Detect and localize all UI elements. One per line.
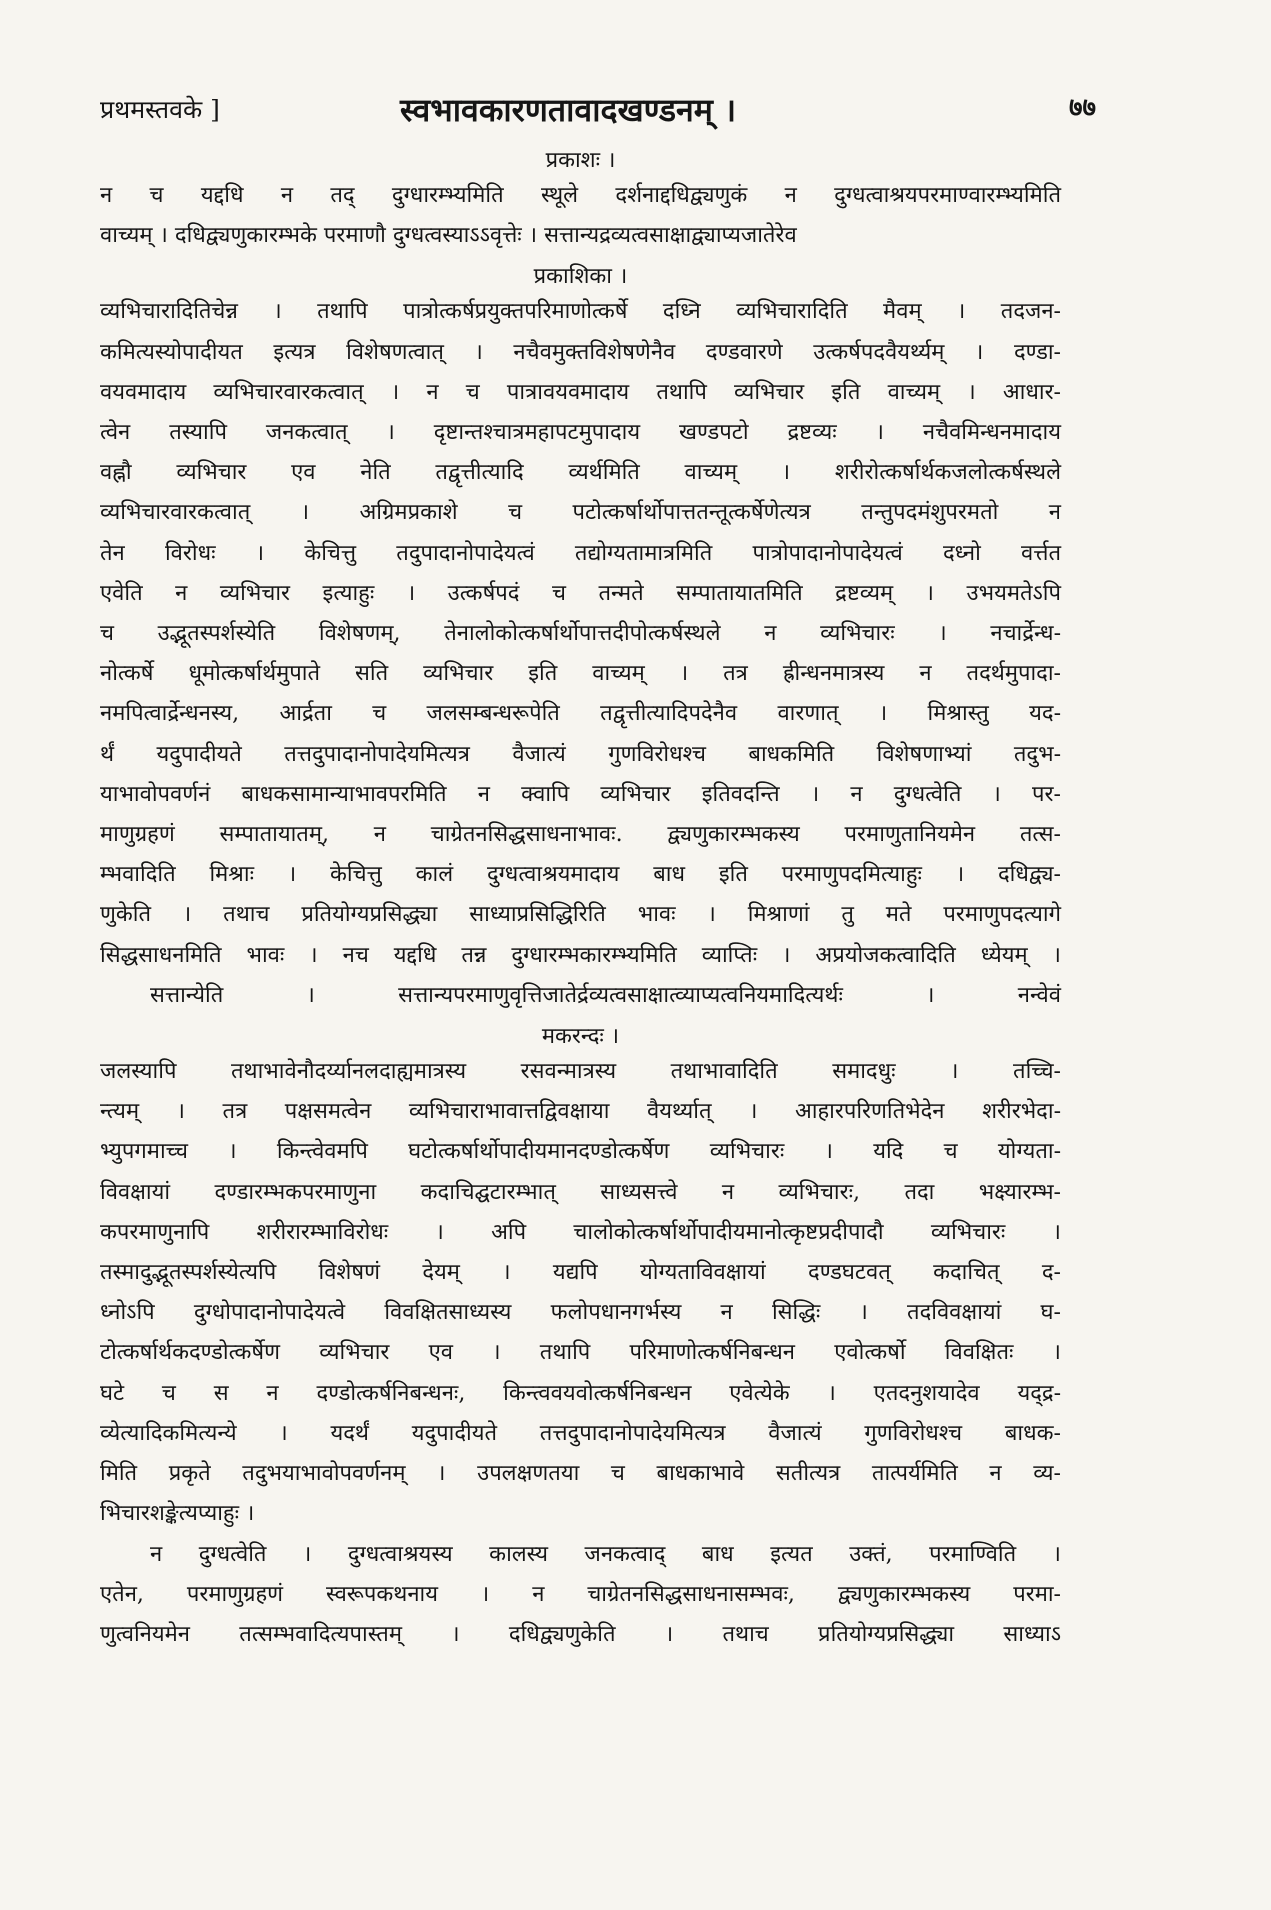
makaranda-line: भ्युपगमाच्च । किन्त्वेवमपि घटोत्कर्षार्थोपादीयमानदण्डोत्कर्षेण व्यभिचारः । यदि च योग्यता- <box>100 1139 1061 1165</box>
makaranda-line: णुत्वनियमेन तत्सम्भवादित्यपास्तम् । दधिद्व्यणुकेति । तथाच प्रतियोग्यप्रसिद्ध्या साध्याऽ <box>100 1621 1061 1647</box>
prakashika-heading: प्रकाशिका । <box>533 264 628 290</box>
chapter-label: प्रथमस्तवके ] <box>100 95 220 124</box>
prakashika-line: त्वेन तस्यापि जनकत्वात् । दृष्टान्तश्चात्रमहापटमुपादाय खण्डपटो द्रष्टव्यः । नचैवमिन्धनमादाय <box>100 420 1061 446</box>
makaranda-line: न्त्यम् । तत्र पक्षसमत्वेन व्यभिचाराभावात्तद्विवक्षाया वैयर्थ्यात् । आहारपरिणतिभेदेन शरीरभेदा- <box>100 1099 1061 1125</box>
prakashika-line: तेन विरोधः । केचित्तु तदुपादानोपादेयत्वं तद्योग्यतामात्रमिति पात्रोपादानोपादेयत्वं दध्नो वर्त्तत <box>100 540 1061 566</box>
prakashika-line: व्यभिचारवारकत्वात् । अग्रिमप्रकाशे च पटोत्कर्षार्थोपात्ततन्तूत्कर्षेणेत्यत्र तन्तुपदमंशुपरमतो न <box>100 500 1061 526</box>
makaranda-line: कपरमाणुनापि शरीरारम्भाविरोधः । अपि चालोकोत्कर्षार्थोपादीयमानोत्कृष्टप्रदीपादौ व्यभिचारः । <box>100 1219 1061 1245</box>
prakashika-line: कमित्यस्योपादीयत इत्यत्र विशेषणत्वात् । नचैवमुक्तविशेषणेनैव दण्डवारणे उत्कर्षपदवैयर्थ्यम् । दण्डा- <box>100 339 1061 365</box>
prakashika-line: सिद्धसाधनमिति भावः । नच यद्दधि तन्न दुग्धारम्भकारम्भ्यमिति व्याप्तिः । अप्रयोजकत्वादिति ध्येयम् । <box>100 942 1061 968</box>
makaranda-line: तस्मादुद्भूतस्पर्शस्येत्यपि विशेषणं देयम् । यद्यपि योग्यताविवक्षायां दण्डघटवत् कदाचित् द- <box>100 1260 1061 1286</box>
prakashika-line: र्थं यदुपादीयते तत्तदुपादानोपादेयमित्यत्र वैजात्यं गुणविरोधश्च बाधकमिति विशेषणाभ्यां तदुभ- <box>100 741 1061 767</box>
page-title: स्वभावकारणतावादखण्डनम् । <box>400 91 737 129</box>
prakashika-line: व्यभिचारादितिचेन्न । तथापि पात्रोत्कर्षप्रयुक्तपरिमाणोत्कर्षे दध्नि व्यभिचारादिति मैवम् । तदजन- <box>100 299 1061 325</box>
prakashika-line: वयवमादाय व्यभिचारवारकत्वात् । न च पात्रावयवमादाय तथापि व्यभिचार इति वाच्यम् । आधार- <box>100 379 1061 405</box>
makaranda-line: विवक्षायां दण्डारम्भकपरमाणुना कदाचिद्घटारम्भात् साध्यसत्त्वे न व्यभिचारः, तदा भक्ष्यारम्भ- <box>100 1179 1061 1205</box>
prakashika-line: म्भवादिति मिश्राः । केचित्तु कालं दुग्धत्वाश्रयमादाय बाध इति परमाणुपदमित्याहुः । दधिद्व्य- <box>100 862 1061 888</box>
page-number: ७७ <box>1068 93 1096 123</box>
prakasha-heading: प्रकाशः । <box>545 148 616 173</box>
prakasha-line: न च यद्दधि न तद् दुग्धारम्भ्यमिति स्थूले दर्शनाद्दधिद्व्यणुकं न दुग्धत्वाश्रयपरमाण्वारम्भ्यमिति <box>100 183 1061 208</box>
makaranda-line: व्येत्यादिकमित्यन्ये । यदर्थं यदुपादीयते तत्तदुपादानोपादेयमित्यत्र वैजात्यं गुणविरोधश्च बाधक- <box>100 1420 1061 1446</box>
makaranda-line: जलस्यापि तथाभावेनौदर्य्यानलदाह्यमात्रस्य रसवन्मात्रस्य तथाभावादिति समादधुः । तच्चि- <box>100 1059 1061 1085</box>
makaranda-line: न दुग्धत्वेति । दुग्धत्वाश्रयस्य कालस्य जनकत्वाद् बाध इत्यत उक्तं, परमाण्विति । <box>150 1541 1061 1567</box>
makaranda-line: भिचारशङ्केत्यप्याहुः । <box>100 1501 255 1527</box>
makaranda-line: मिति प्रकृते तदुभयाभावोपवर्णनम् । उपलक्षणतया च बाधकाभावे सतीत्यत्र तात्पर्यमिति न व्य- <box>100 1461 1061 1487</box>
prakashika-line: सत्तान्येति । सत्तान्यपरमाणुवृत्तिजातेर्द्रव्यत्वसाक्षात्व्याप्यत्वनियमादित्यर्थः । नन्वेवं <box>150 982 1061 1008</box>
prakashika-line: नमपित्वार्द्रेन्धनस्य, आर्द्रता च जलसम्बन्धरूपेति तद्वृत्तीत्यादिपदेनैव वारणात् । मिश्रास्तु यद- <box>100 701 1061 727</box>
makaranda-heading: मकरन्दः । <box>541 1024 620 1050</box>
prakashika-line: एवेति न व्यभिचार इत्याहुः । उत्कर्षपदं च तन्मते सम्पातायातमिति द्रष्टव्यम् । उभयमतेऽपि <box>100 580 1061 606</box>
prakashika-line: माणुग्रहणं सम्पातायातम्, न चाग्रेतनसिद्धसाधनाभावः. द्व्यणुकारम्भकस्य परमाणुतानियमेन तत्स- <box>100 822 1061 848</box>
prakashika-line: याभावोपवर्णनं बाधकसामान्याभावपरमिति न क्वापि व्यभिचार इतिवदन्ति । न दुग्धत्वेति । पर- <box>100 781 1061 807</box>
prakashika-line: नोत्कर्षे धूमोत्कर्षार्थमुपाते सति व्यभिचार इति वाच्यम् । तत्र ह्रीन्धनमात्रस्य न तदर्थमुपादा- <box>100 661 1061 687</box>
makaranda-line: घटे च स न दण्डोत्कर्षनिबन्धनः, किन्त्ववयवोत्कर्षनिबन्धन एवेत्येके । एतदनुशयादेव यद्द्र- <box>100 1380 1061 1406</box>
running-head <box>100 91 1096 140</box>
prakashika-line: वह्नौ व्यभिचार एव नेति तद्वृत्तीत्यादि व्यर्थमिति वाच्यम् । शरीरोत्कर्षार्थकजलोत्कर्षस्थले <box>100 460 1061 486</box>
prakashika-line: णुकेति । तथाच प्रतियोग्यप्रसिद्ध्या साध्याप्रसिद्धिरिति भावः । मिश्राणां तु मते परमाणुपदत्यागे <box>100 902 1061 928</box>
makaranda-line: टोत्कर्षार्थकदण्डोत्कर्षेण व्यभिचार एव । तथापि परिमाणोत्कर्षनिबन्धन एवोत्कर्षो विवक्षितः । <box>100 1340 1061 1366</box>
prakashika-line: च उद्भूतस्पर्शस्येति विशेषणम्, तेनालोकोत्कर्षार्थोपात्तदीपोत्कर्षस्थले न व्यभिचारः । नचार्द्रेन्ध- <box>100 621 1061 647</box>
makaranda-line: एतेन, परमाणुग्रहणं स्वरूपकथनाय । न चाग्रेतनसिद्धसाधनासम्भवः, द्व्यणुकारम्भकस्य परमा- <box>100 1581 1061 1607</box>
makaranda-line: ध्नोऽपि दुग्धोपादानोपादेयत्वे विवक्षितसाध्यस्य फलोपधानगर्भस्य न सिद्धिः । तदविवक्षायां घ- <box>100 1300 1061 1326</box>
prakasha-line: वाच्यम् । दधिद्व्यणुकारम्भके परमाणौ दुग्धत्वस्याऽऽवृत्तेः । सत्तान्यद्रव्यत्वसाक्षाद्व्याप्यजातेरेव <box>100 223 797 249</box>
